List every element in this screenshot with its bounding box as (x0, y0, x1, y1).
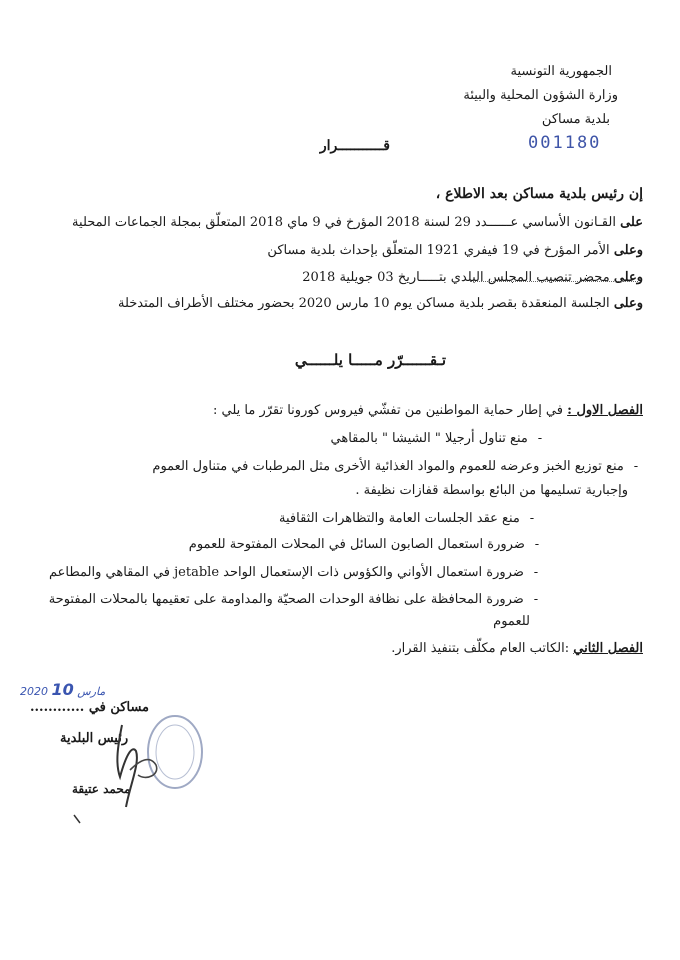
whereas-line (118, 296, 643, 311)
dash-bullet-icon: - (537, 431, 543, 446)
dash-bullet-icon: - (529, 511, 535, 526)
list-item: - ضرورة استعمال الصابون السائل في المحلات المفتوحة للعموم (189, 537, 545, 552)
whereas-line (72, 215, 643, 230)
underline (470, 281, 638, 282)
list-item: - منع توزيع الخبز وعرضه للعموم والمواد الغذائية الأخرى مثل المرطبات في متناول العموم (152, 459, 644, 474)
signatory-title: رئيس البلدية (60, 731, 129, 746)
whereas-label: وعلى (613, 243, 643, 258)
chapter-two-heading (391, 641, 643, 656)
list-item: - ضرورة استعمال الأواني والكؤوس ذات الإستعمال الواحد jetable في المقاهي والمطاعم (49, 565, 544, 580)
chapter-two-text: :الكاتب العام مكلّف بتنفيذ القرار. (391, 641, 570, 656)
signatory-name: محمد عتيقة (72, 782, 131, 796)
whereas-label: وعلى (613, 270, 643, 285)
whereas-text: الجلسة المنعقدة بقصر بلدية مساكن يوم 10 مارس 2020 بحضور مختلف الأطراف المتدخلة (117, 296, 610, 311)
list-item: - ضرورة المحافظة على نظافة الوحدات الصحيّة والمداومة على تعقيمها بالمحلات المفتوحة (49, 592, 544, 607)
list-item: - منع عقد الجلسات العامة والتظاهرات الثقافية (279, 511, 540, 526)
handwritten-signature-icon (60, 715, 210, 825)
dash-bullet-icon: - (533, 565, 539, 580)
decides-heading: تـقــــــرّر مـــــا يلــــــي (294, 351, 446, 369)
chapter-one-label: الفصل الاول : (567, 403, 643, 418)
dash-bullet-icon: - (534, 537, 540, 552)
whereas-line (302, 270, 643, 285)
municipality-name: بلدية مساكن (541, 112, 610, 127)
handwritten-date: 2020 مارس 10 (20, 680, 106, 699)
list-item: للعموم (493, 614, 530, 629)
chapter-two-label: الفصل الثاني (573, 641, 643, 656)
preamble-intro: إن رئيس بلدية مساكن بعد الاطلاع ، (435, 186, 643, 202)
dash-bullet-icon: - (533, 592, 539, 607)
signing-place: مساكن في ............ (30, 700, 150, 715)
whereas-label: وعلى (613, 296, 643, 311)
serial-number-stamp: 001180 (528, 133, 602, 153)
whereas-line (267, 243, 643, 258)
chapter-one-heading (213, 403, 643, 418)
country-name: الجمهورية التونسية (510, 64, 612, 79)
whereas-text: القـانون الأساسي عــــــدد 29 لسنة 2018 المؤرخ في 9 ماي 2018 المتعلّق بمجلة الجماعات المحلية (72, 215, 616, 230)
list-item: - منع تناول أرجيلا " الشيشا " بالمقاهي (331, 431, 548, 446)
list-item: وإجبارية تسليمها من البائع بواسطة قفازات نظيفة . (355, 483, 628, 498)
chapter-one-text: في إطار حماية المواطنين من تفشّي فيروس كورونا تقرّر ما يلي : (212, 403, 563, 418)
whereas-label: على (620, 215, 643, 230)
ministry-name: وزارة الشؤون المحلية والبيئة (463, 88, 618, 103)
dash-bullet-icon: - (633, 459, 639, 474)
document-title: قـــــــــــرار (319, 138, 390, 154)
whereas-text: الأمر المؤرخ في 19 فيفري 1921 المتعلّق بإحداث بلدية مساكن (267, 243, 610, 258)
whereas-text: محضر تنصيب المجلس البلدي بتـــــاريخ 03 جويلية 2018 (302, 270, 610, 285)
